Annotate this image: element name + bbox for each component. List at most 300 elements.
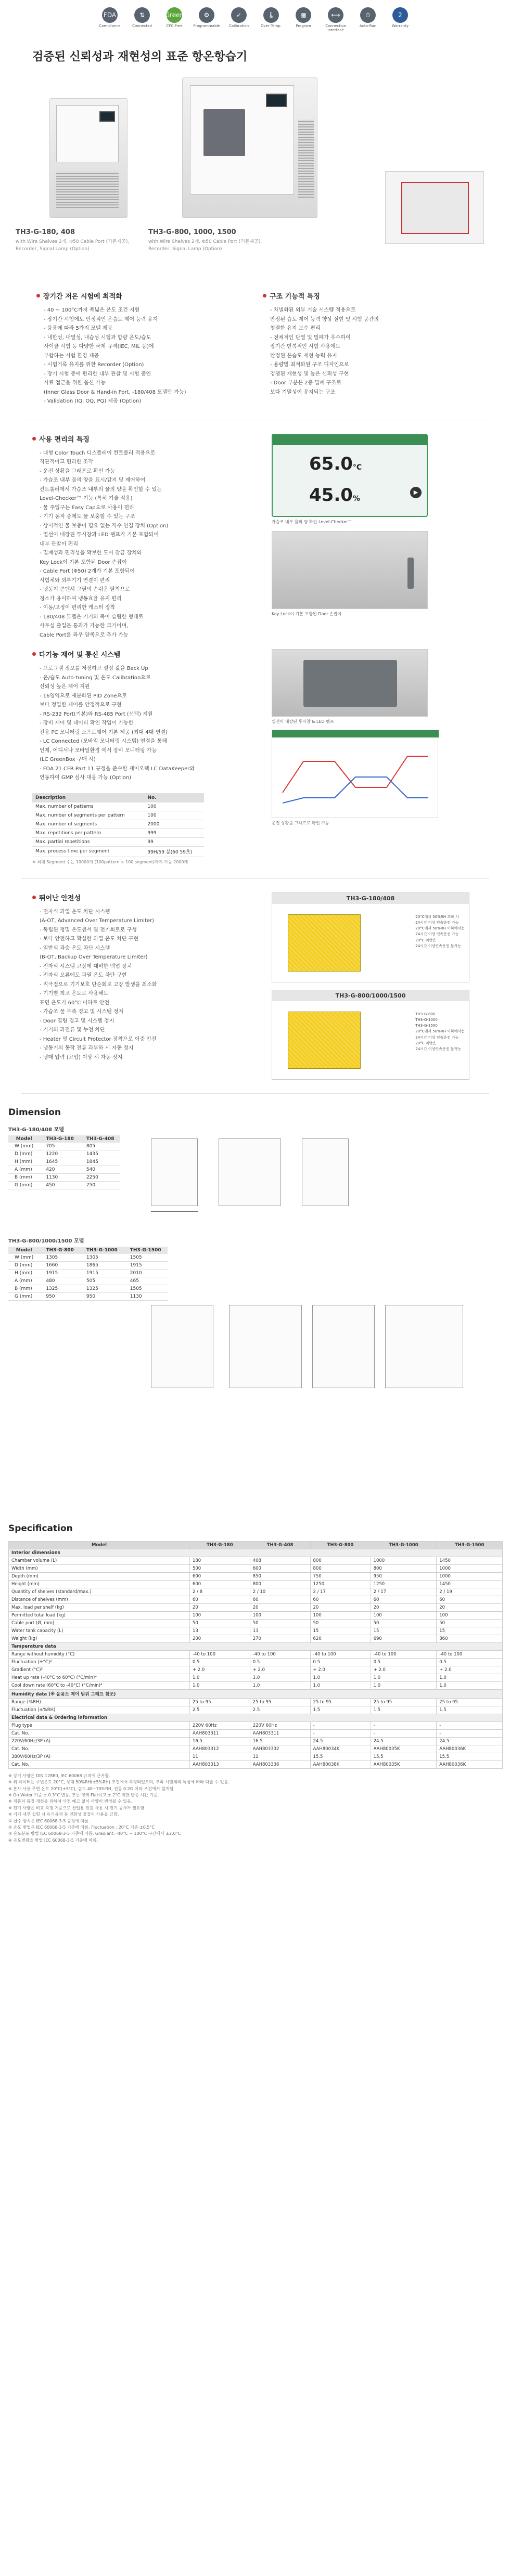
list-item: 24시간 이상 연속운전 가능 [415,932,459,937]
chart-legend [415,1012,465,1052]
list-item: - 전자식 과열 온도 차단 시스템 [40,909,110,915]
feature-icon-label: Over Temp. [261,24,282,28]
list-item: (Inner Glass Door & Hand-in Port, -180/408 모델만 가능) [44,389,186,395]
table-cell: 800 [371,1564,437,1572]
table-cell: 1130 [124,1292,168,1300]
table-cell: 99H/59 분(60 59초) [144,846,204,857]
list-item: - 직극접으로 기기보호 단순회로 고장 발생을 최소화 [40,981,157,988]
table-cell: 50 [310,1619,371,1627]
table-cell: 950 [80,1292,124,1300]
viewing-window [303,660,397,707]
table-cell: 20 [310,1603,371,1611]
table-cell: D (mm) [8,1150,40,1158]
table-row [9,1729,503,1737]
table-row [9,1611,503,1619]
chart-title: TH3-G-800/1000/1500 [272,990,469,1001]
table-cell: - [437,1729,503,1737]
table-cell: AAH803336 [250,1761,310,1768]
list-item: - 냉매 압력 (고압) 이상 시 자동 정지 [40,1054,123,1060]
table-cell: 1325 [40,1285,80,1292]
table-row [9,1557,503,1564]
table-cell: AAH803332 [250,1745,310,1753]
column-header: TH3-G-1000 [80,1247,124,1254]
list-item: - 대형 Color Touch 디스플레이 컨트롤러 적용으로 [40,450,156,456]
table-row [32,802,204,811]
list-item: - 내한성, 내열성, 내습성 시험과 함량 온도/습도 [44,334,151,341]
list-item: TH3-G-1500 [415,1024,438,1028]
table-cell: 220V 60Hz [189,1721,250,1729]
list-item: ② 온도 방법은 IEC 60068-3-5 기준에 따름. Fluctuation : 20°C 기준 ±0.5°C [8,1825,155,1830]
list-item: 20°C 미만은 [415,1041,437,1045]
humidity-readout: 45.0 [309,484,353,506]
list-item: 시험체와 외부기기 연결이 편리 [40,577,110,584]
front-drawing [151,1138,198,1206]
list-item: 20°C에서 50%RH 조화 시 [415,914,459,919]
viewing-window [203,109,245,156]
list-item: 사이클 시험 등 다양한 국제 규격(IEC, MIL 등)에 [44,344,154,350]
usability-section [0,434,510,640]
table-cell: 25 to 95 [437,1698,503,1706]
table-cell: 1915 [80,1269,124,1277]
table-cell: 60 [250,1596,310,1603]
table-row [9,1580,503,1588]
table-row [9,1635,503,1642]
list-item: ※ 제품의 품질 개선을 위하여 사전 예고 없이 사양이 변경될 수 있음. [8,1799,133,1804]
table-cell: -40 to 100 [437,1650,503,1658]
col-number: No. [144,793,204,802]
list-item: - LC Connected (모바일 모니터링 시스템) 연결을 통해 [40,739,167,745]
table-cell: G (mm) [8,1181,40,1189]
list-item: 신뢰성 높은 제어 지원 [40,684,90,690]
table-cell: AAH80034K [310,1745,371,1753]
table-cell: 1845 [80,1158,121,1166]
list-item: 보다 정밀한 제어를 안정적으로 구현 [40,702,122,708]
play-arrow-icon[interactable]: ▶ [410,487,422,498]
chart-legend [415,914,465,949]
program-note: ※ 최대 Segment 수는 10000개 (100pattern × 100 segment)까지 가능 2000개 [32,859,188,864]
small-chamber-image [49,98,128,218]
table-cell: Cool down rate (60°C to -40°C) (°C/min)⁴ [9,1681,190,1689]
table-cell: AAH80035K [371,1745,437,1753]
table-cell: 25 to 95 [189,1698,250,1706]
operation-graph-svg [272,730,439,819]
table-cell: 15 [371,1627,437,1635]
list-item: - 장기 시험 중에 편리한 내부 관찰 및 시험 중인 [44,371,151,377]
column-header: TH3-G-180 [189,1541,250,1549]
feature-icon-label: CFC-Free [166,24,183,28]
table-cell: 100 [144,811,204,820]
table-cell: Max. number of segments per pattern [32,811,144,820]
table-cell: 690 [371,1635,437,1642]
table-cell: 1.0 [437,1674,503,1681]
column-header: TH3-G-408 [80,1135,121,1143]
feature-icon-label: Connected [132,24,152,28]
table-cell: 540 [80,1166,121,1173]
column-header: TH3-G-1500 [437,1541,503,1549]
table-cell: 270 [250,1635,310,1642]
column-header: TH3-G-800 [310,1541,371,1549]
rear-drawing [312,1305,375,1388]
list-item: 청결한 유지 보수 편리 [270,326,321,332]
list-item: - 전체적인 단열 및 밀폐가 우수하여 [270,334,351,341]
table-cell: 480 [40,1277,80,1285]
table-cell: 1.0 [250,1674,310,1681]
table-cell: 1435 [80,1150,121,1158]
specification-table [8,1541,503,1769]
table-cell: 20 [437,1603,503,1611]
table-cell: 220V 60Hz [250,1721,310,1729]
table-cell: 0.5 [189,1658,250,1666]
column-header: TH3-G-1500 [124,1247,168,1254]
table-cell: 2250 [80,1173,121,1181]
table-cell: 2.5 [250,1706,310,1714]
table-cell: Max. number of patterns [32,802,144,811]
control-range-chart-1 [272,892,469,982]
table-cell: - [310,1729,371,1737]
list-item: - 전자식 오류에도 과열 온도 차단 구현 [40,973,127,979]
list-item: - 일반식 과승 온도 차단 시스템 [40,945,110,951]
small-model-desc: with Wire Shelves 2개, Φ50 Cable Port (기본제공), Recorder, Signal Lamp (Option) [16,239,130,252]
list-item: - 운전 상황을 그래프로 확인 가능 [40,468,116,474]
control-range-chart-2 [272,990,469,1080]
table-cell: + 2.0 [250,1666,310,1674]
table-cell: 1450 [437,1580,503,1588]
large-model-desc: with Wire Shelves 2개, Φ50 Cable Port (기본제공), Recorder, Signal Lamp (Option) [148,239,262,252]
table-row [9,1588,503,1596]
table-cell: Water tank capacity (L) [9,1627,190,1635]
list-item: TH3-G-1000 [415,1018,438,1022]
table-cell: 860 [437,1635,503,1642]
feature-title: 구조 기능적 특징 [270,293,320,301]
interior-airflow-box [401,182,469,234]
control-range-area [288,1012,361,1069]
table-row [32,820,204,829]
table-cell: 1660 [40,1261,80,1269]
table-cell: 11 [250,1753,310,1761]
list-item: - 온/습도 Auto-tuning 및 온도 Calibration으로 [40,675,151,681]
list-item: 전용 PC 모니터링 소프트웨어 기본 제공 (최대 4대 연결) [40,729,168,735]
table-cell: 1.5 [437,1706,503,1714]
feature-icon-label: Connection Interface [325,24,346,32]
table-cell: 705 [40,1143,80,1150]
list-item: Cable Port를 좌우 양쪽으로 추가 가능 [40,632,129,638]
door-caption: Key Lock이 기본 포함된 Door 손잡이 [272,611,342,616]
list-item: - 전자식 시스템 고장에 대비한 백업 장치 [40,963,132,969]
table-cell: 20 [371,1603,437,1611]
table-cell: 800 [250,1580,310,1588]
column-header: TH3-G-800 [40,1247,80,1254]
panel-caption: 가습조 내부 물의 양 확인 Level-Checker™ [272,519,352,524]
table-cell: B (mm) [8,1285,40,1292]
table-cell: + 2.0 [437,1666,503,1674]
interior-cutaway-image [385,171,484,244]
table-cell: 800 [310,1557,371,1564]
table-cell: 1000 [437,1564,503,1572]
feature-icon-item [195,7,218,32]
list-item: 24시간 이상 연속운전 가능 [415,921,459,925]
table-cell: 805 [80,1143,121,1150]
chart-title: TH3-G-180/408 [272,893,469,904]
table-row [8,1277,168,1285]
table-cell: 100 [371,1611,437,1619]
table-cell: 999 [144,829,204,837]
table-cell: 1130 [40,1173,80,1181]
column-header: TH3-G-180 [40,1135,80,1143]
table-row [9,1619,503,1627]
list-item: 언제, 어디서나 모바일환경 에서 장비 모니터링 가능 [40,747,157,754]
list-item: - Door 부분은 2중 밀폐 구조로 [270,380,341,386]
front-drawing [151,1305,213,1388]
table-cell: 15 [437,1627,503,1635]
feature-icon-label: Warranty [391,24,409,28]
list-item: - Validation (IQ, OQ, PQ) 제공 (Option) [44,398,142,405]
table-cell: 50 [250,1619,310,1627]
chart-caption: 운전 상황을 그래프로 확인 가능 [272,821,329,826]
table-cell: W (mm) [8,1143,40,1150]
list-item: - 차별화된 외부 기술 시스템 적용으로 [270,307,356,314]
table-cell: Weight (kg) [9,1635,190,1642]
list-item: - Heater 및 Circuit Protector 장착으로 이중 안전 [40,1036,157,1042]
feature-icon-item [98,7,121,32]
table-row [8,1150,120,1158]
list-item: - 보다 안전하고 확실한 과열 온도 차단 구현 [40,936,139,942]
table-row [9,1761,503,1768]
lamp-caption: 열선이 내장된 투시창 & LED 램프 [272,719,334,724]
list-item: - 기기의 과전류 및 누전 차단 [40,1027,105,1033]
table-cell: AAH80036K [437,1745,503,1753]
list-item: 컨트롤러에서 가습조 내부의 물의 양을 확인할 수 있는 [40,486,162,493]
list-item: ※ 상기 사양은 DIN 12880, IEC 60068 규격에 근거함. [8,1773,110,1778]
list-item: - 40 ~ 100°C까지 폭넓은 온도 조건 지원 [44,307,140,314]
list-item: Key Lock이 기본 포함된 Door 손잡이 [40,559,127,565]
table-cell: 50 [437,1619,503,1627]
table-row [32,829,204,837]
table-cell: 1450 [437,1557,503,1564]
table-row [9,1753,503,1761]
list-item: - 이동/고정이 편리한 캐스터 장착 [40,605,116,611]
feature-icon-item [227,7,250,32]
temperature-unit: °C [352,463,362,472]
table-row [9,1721,503,1729]
table-cell: Range (%RH) [9,1698,190,1706]
table-cell: Depth (mm) [9,1572,190,1580]
list-item: (LC GreenBox 구매 시) [40,757,96,763]
table-cell: 950 [371,1572,437,1580]
table-cell: 1.5 [310,1706,371,1714]
table-cell: AAH80035K [371,1761,437,1768]
table-cell: 1915 [124,1261,168,1269]
table-cell: 200 [189,1635,250,1642]
table-row [8,1292,168,1300]
table-cell: 408 [250,1557,310,1564]
list-item: 20°C에서 50%RH 이하에서는 [415,1029,465,1034]
feature-icon-bar [0,0,510,37]
table-cell: 1000 [437,1572,503,1580]
table-cell: - [371,1721,437,1729]
list-item: ※ 전기 사항은 비교 측정 기준으로 산업용 전원 사용 시 전기 공사가 필요함. [8,1805,146,1810]
table-cell: - [310,1721,371,1729]
table-cell: 16.5 [189,1737,250,1745]
table-cell: 25 to 95 [310,1698,371,1706]
list-item: 24시간 이상연속운전 불가능 [415,943,461,948]
feature-badge-icon: ⏱ [360,7,376,23]
small-model-name: TH3-G-180, 408 [16,228,75,237]
column-header: Model [8,1247,40,1254]
table-cell: 2 / 10 [250,1588,310,1596]
list-item: - FDA 21 CFR Part 11 규정을 준수한 제이오텍 LC DataKeeper와 [40,766,195,772]
table-cell: 20 [189,1603,250,1611]
list-item: 부합하는 시험 환경 제공 [44,353,99,359]
table-cell: AAH803312 [189,1745,250,1753]
feature-badge-icon: ✓ [231,7,247,23]
table-cell: Quantity of shelves (standard/max.) [9,1588,190,1596]
table-row [8,1261,168,1269]
table-row [9,1674,503,1681]
table-cell: W (mm) [8,1254,40,1262]
table-cell: 1305 [80,1254,124,1262]
table-cell: 950 [40,1292,80,1300]
column-header: TH3-G-1000 [371,1541,437,1549]
feature-title: 사용 편리의 특징 [39,435,90,444]
table-cell: Cable port (Ø, mm) [9,1619,190,1627]
rear-drawing [302,1138,349,1206]
table-cell: Height (mm) [9,1580,190,1588]
list-item: 내부 관찰이 편리 [40,541,78,547]
table-cell: 220V/60Hz/3P (A) [9,1737,190,1745]
list-item: 24시간 이상연속운전 불가능 [415,1047,461,1051]
list-item: 20°C에서 50%RH 이하에서는 [415,926,465,931]
table-cell: 0.5 [437,1658,503,1666]
table-row [8,1269,168,1277]
table-cell: Width (mm) [9,1564,190,1572]
table-cell: 2 / 8 [189,1588,250,1596]
section-divider [21,878,489,879]
list-item: - 냉동기의 동작 전류 과부하 시 자동 정지 [40,1045,134,1052]
list-item: 장기간 반복적인 시험 사용에도 [270,344,341,350]
controller-display [272,434,428,517]
list-item: 청소가 용이하여 냉동효율 유지 편리 [40,596,122,602]
table-cell: AAH803313 [189,1761,250,1768]
feature-icon-label: Calibration [228,24,249,28]
operation-graph [272,730,438,818]
feature-icon-item [260,7,283,32]
table-cell: Max. process time per segment [32,846,144,857]
feature-badge-icon: ⚙ [199,7,214,23]
table-row [9,1572,503,1580]
table-cell: 20 [250,1603,310,1611]
window-lamp-photo [272,649,428,717]
table-cell: 180 [189,1557,250,1564]
table-row [9,1658,503,1666]
table-cell: 1.0 [310,1674,371,1681]
table-cell: 750 [310,1572,371,1580]
section-heading: Electrical data & Ordering information [9,1714,503,1721]
table-row [9,1666,503,1674]
feature-title: 다기능 제어 및 통신 시스템 [39,651,121,659]
list-item: - Cable Port (Φ50) 2개가 기본 포함되어 [40,568,135,575]
control-section [0,649,510,865]
feature-badge-icon: 2 [392,7,408,23]
table-cell: 1.5 [371,1706,437,1714]
table-cell: 1.0 [310,1681,371,1689]
column-header: Model [9,1541,190,1549]
list-item: - 상시적인 물 보충이 필요 없는 직수 연결 장치 (Option) [40,523,169,529]
table-cell: D (mm) [8,1261,40,1269]
table-cell: -40 to 100 [250,1650,310,1658]
table-cell: Range without humidity (°C) [9,1650,190,1658]
list-item: - 가습조 내부 물의 양을 표시/감지 및 제어하여 [40,477,146,484]
table-cell: Cat. No. [9,1761,190,1768]
table-cell: Max. number of segments [32,820,144,829]
feature-badge-icon: FDA [102,7,118,23]
table-cell: 850 [250,1572,310,1580]
feature-badge-icon: ⇅ [134,7,150,23]
table-cell: 100 [437,1611,503,1619]
table-cell: Permitted total load (kg) [9,1611,190,1619]
table-cell: G (mm) [8,1292,40,1300]
list-item: - 기기 동작 중에도 물 보충할 수 있는 구조 [40,514,135,520]
table-cell: 1865 [80,1261,124,1269]
list-item: - 용량별 최적화된 구조 디자인으로 [270,362,349,368]
feature-icon-label: Programmable [193,24,220,28]
table-cell: 800 [310,1564,371,1572]
table-cell: 1915 [40,1269,80,1277]
temperature-trend-line [283,756,428,793]
feature-title: 장기간 저온 시험에 최적화 [43,293,122,301]
section-heading: Humidity data (※ 운용도 제어 범위 그래프 참조) [9,1689,503,1698]
feature-icon-label: Compliance [99,24,121,28]
feature-badge-icon: ▦ [296,7,311,23]
feature-list [32,908,256,1063]
table-cell: 2000 [144,820,204,829]
table-cell: 60 [189,1596,250,1603]
table-cell: 2 / 19 [437,1588,503,1596]
door-handle-photo [272,531,428,609]
feature-icon-item [324,7,347,32]
column-header: Model [8,1135,40,1143]
dimension-table-2 [8,1247,168,1301]
list-item: 안정된 습도 제어 능력 향상 실현 및 시험 공간의 [270,316,379,322]
feature-badge-icon: 🌡 [263,7,279,23]
feature-list [263,306,474,397]
table-cell: 60 [371,1596,437,1603]
list-item: ④ 온도변화율 방법 IEC 60068-3-5 기준에 따름. [8,1837,98,1843]
table-cell: -40 to 100 [371,1650,437,1658]
section-row [9,1714,503,1721]
table-cell: 620 [310,1635,371,1642]
table-cell: -40 to 100 [189,1650,250,1658]
section-row [9,1549,503,1557]
list-item: 시료 접근을 위한 옵션 가능 [44,380,106,386]
table-row [32,811,204,820]
table-cell: 1250 [371,1580,437,1588]
feature-badge-icon: ⟷ [328,7,343,23]
feature-icon-label: Program [296,24,311,28]
feature-icon-item [356,7,379,32]
table-cell: 100 [310,1611,371,1619]
list-item: 표면 온도가 60°C 이하로 안전 [40,1000,110,1006]
specification-section [0,1523,510,1848]
list-item: - 냉동기 콘덴서 그릴의 손쉬운 탈착으로 [40,587,131,593]
humidity-trend-line [283,777,428,803]
list-item: Level-Checker™ 기능 (특허 기술 적용) [40,496,133,502]
list-item: ※ 기기 내부 실험 시 유기용제 등 인화성 물질의 사용을 금함. [8,1812,119,1817]
table-cell: 1305 [40,1254,80,1262]
table-cell: Fluctuation (±°C)² [9,1658,190,1666]
table-row [9,1564,503,1572]
list-item: 경쟁된 재현성 및 높은 신뢰성 구현 [270,371,349,377]
table-cell: 600 [250,1564,310,1572]
